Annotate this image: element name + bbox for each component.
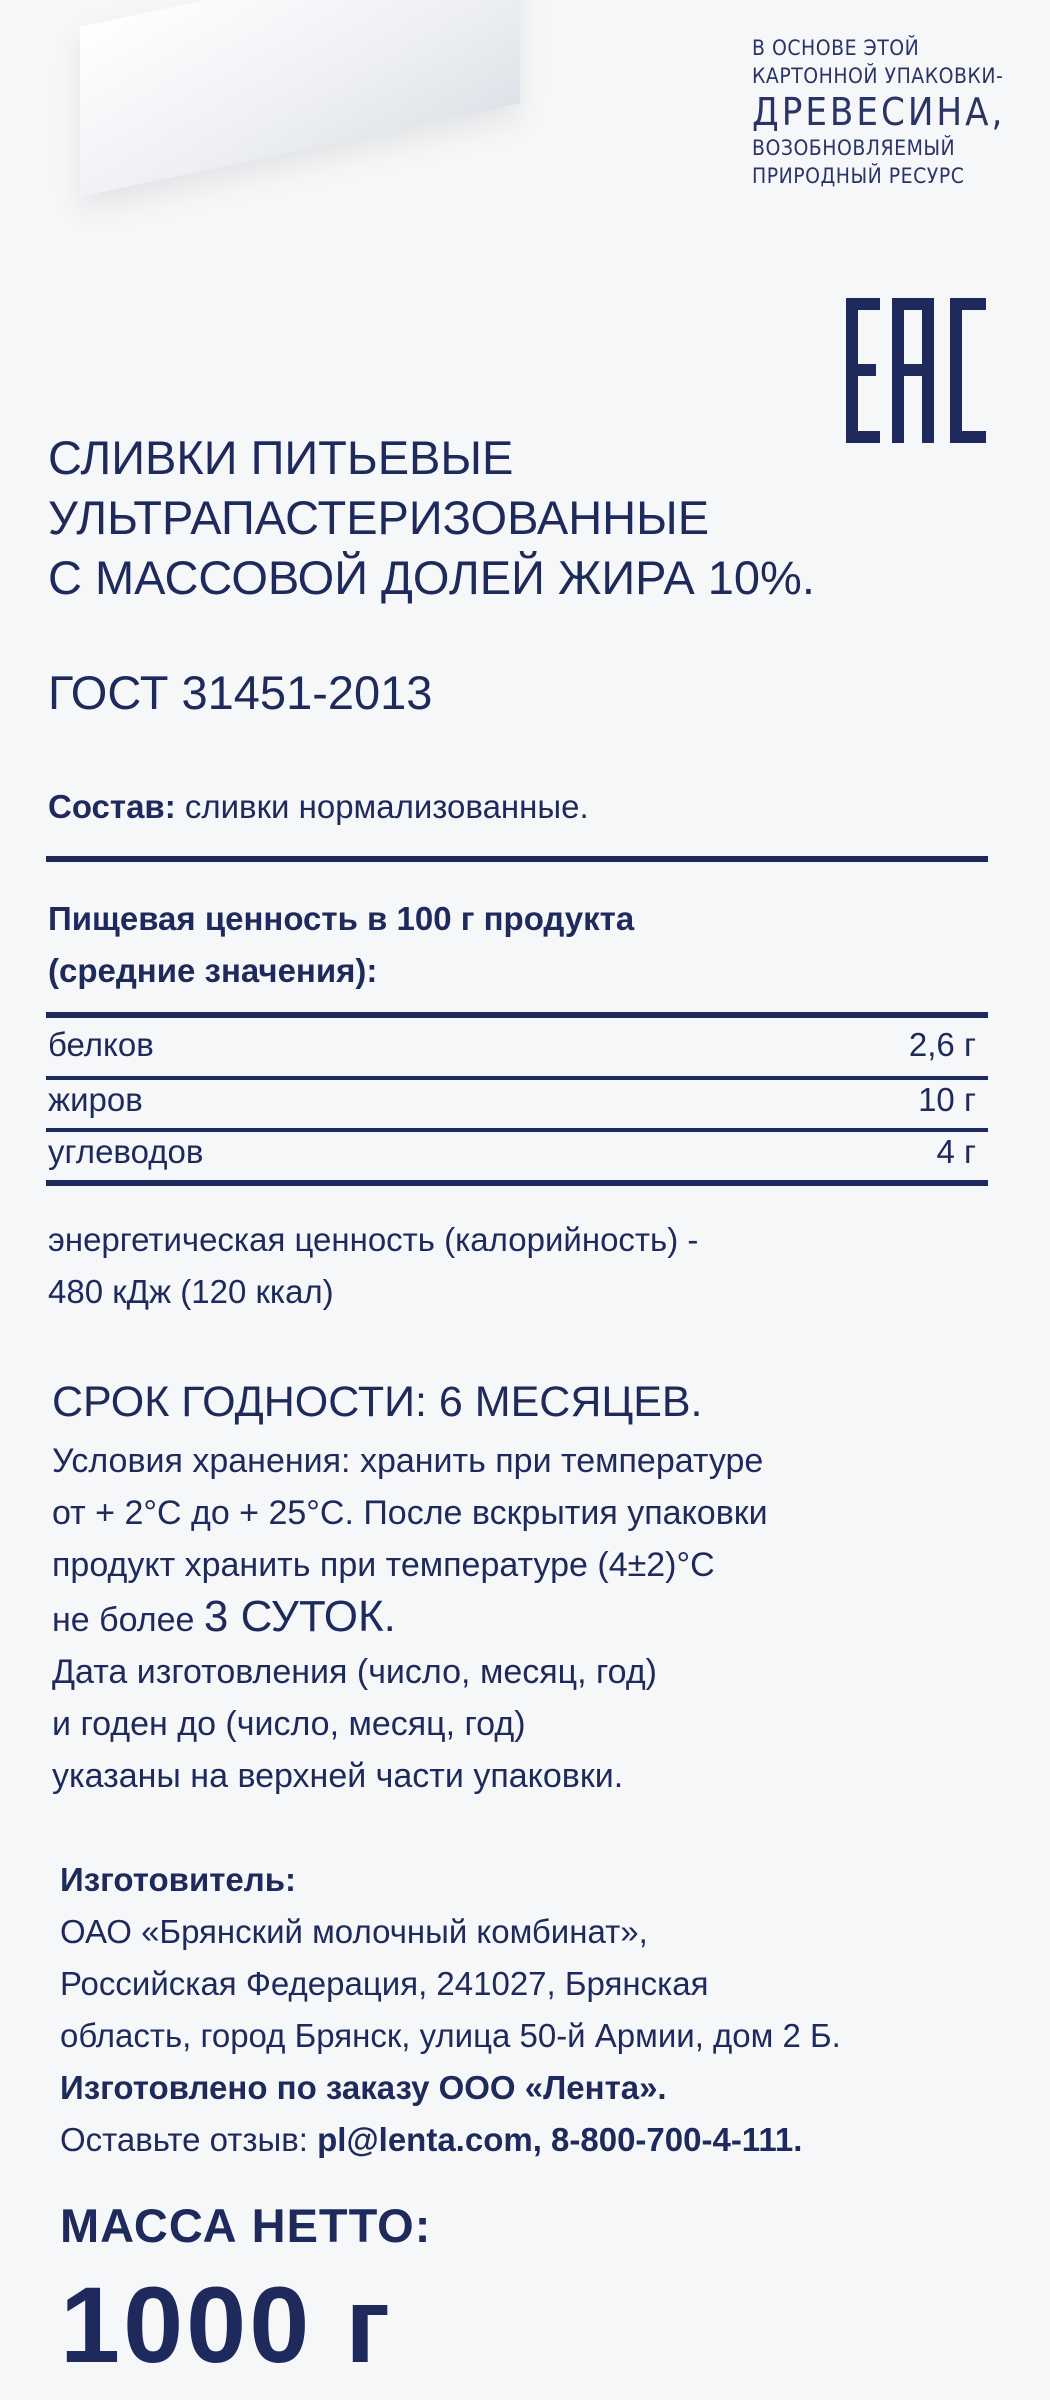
nutrient-name: углеводов <box>48 1133 204 1170</box>
eco-note-line: КАРТОННОЙ УПАКОВКИ- <box>752 64 1004 88</box>
storage-line: от + 2°С до + 25°С. После вскрытия упаковки <box>52 1494 768 1532</box>
nutrient-value: 2,6 г <box>908 1026 976 1063</box>
composition-value: сливки нормализованные. <box>175 788 589 825</box>
nutrition-row <box>48 1081 976 1119</box>
eco-note <box>752 34 1022 190</box>
net-mass-label: МАССА НЕТТО: <box>60 2199 432 2252</box>
storage-line: и годен до (число, месяц, год) <box>52 1705 526 1743</box>
net-mass-value: 1000 г <box>60 2264 394 2385</box>
divider-thin <box>46 1128 988 1132</box>
divider-thin <box>46 1076 988 1080</box>
feedback-line <box>60 2114 841 2166</box>
nutrient-name: жиров <box>48 1081 143 1118</box>
eco-note-line-emphasis: ДРЕВЕСИНА, <box>752 90 1006 134</box>
manufacturer-info <box>60 1854 841 2166</box>
storage-line-prefix: не более <box>52 1601 204 1639</box>
divider-thick <box>46 856 988 862</box>
product-title-line: С МАССОВОЙ ДОЛЕЙ ЖИРА 10%. <box>48 551 815 604</box>
nutrition-row <box>48 1026 976 1064</box>
nutrient-value: 10 г <box>918 1081 976 1118</box>
composition-label: Состав: <box>48 788 176 825</box>
ordered-by: Изготовлено по заказу ООО «Лента». <box>60 2069 667 2106</box>
composition <box>48 788 589 826</box>
nutrient-value: 4 г <box>936 1133 976 1170</box>
nutrition-heading-line: (средние значения): <box>48 952 378 989</box>
storage-conditions <box>52 1435 768 1802</box>
manufacturer-line: область, город Брянск, улица 50-й Армии, дом 2 Б. <box>60 2017 841 2054</box>
energy-value <box>48 1214 698 1318</box>
energy-line: 480 кДж (120 ккал) <box>48 1273 334 1310</box>
storage-line: указаны на верхней части упаковки. <box>52 1757 624 1795</box>
gost-standard: ГОСТ 31451-2013 <box>48 666 433 719</box>
energy-line: энергетическая ценность (калорийность) - <box>48 1221 699 1258</box>
eco-note-line: ПРИРОДНЫЙ РЕСУРС <box>752 164 965 188</box>
product-title <box>48 428 815 608</box>
storage-line <box>52 1591 768 1646</box>
product-title-line: СЛИВКИ ПИТЬЕВЫЕ <box>48 431 514 484</box>
nutrition-row <box>48 1133 976 1171</box>
feedback-contacts: pl@lenta.com, 8-800-700-4-111. <box>317 2121 803 2158</box>
eac-certification-logo <box>846 298 986 443</box>
nutrition-heading <box>48 893 634 997</box>
eco-note-line: В ОСНОВЕ ЭТОЙ <box>752 36 920 60</box>
storage-line: продукт хранить при температуре (4±2)°С <box>52 1546 715 1584</box>
eco-note-line: ВОЗОБНОВЛЯЕМЫЙ <box>752 136 956 160</box>
divider-thick <box>46 1012 988 1018</box>
storage-days: 3 СУТОК. <box>203 1592 396 1641</box>
feedback-label: Оставьте отзыв: <box>60 2121 318 2158</box>
product-title-line: УЛЬТРАПАСТЕРИЗОВАННЫЕ <box>48 491 710 544</box>
storage-line: Дата изготовления (число, месяц, год) <box>52 1653 657 1691</box>
manufacturer-line: ОАО «Брянский молочный комбинат», <box>60 1913 648 1950</box>
storage-line: Условия хранения: хранить при температуре <box>52 1442 764 1480</box>
divider-thick <box>46 1180 988 1186</box>
nutrition-heading-line: Пищевая ценность в 100 г продукта <box>48 900 635 937</box>
manufacturer-line: Российская Федерация, 241027, Брянская <box>60 1965 709 2002</box>
shelf-life: СРОК ГОДНОСТИ: 6 МЕСЯЦЕВ. <box>52 1378 703 1426</box>
package-fold <box>80 0 520 197</box>
manufacturer-label: Изготовитель: <box>60 1861 296 1898</box>
nutrient-name: белков <box>48 1026 154 1063</box>
